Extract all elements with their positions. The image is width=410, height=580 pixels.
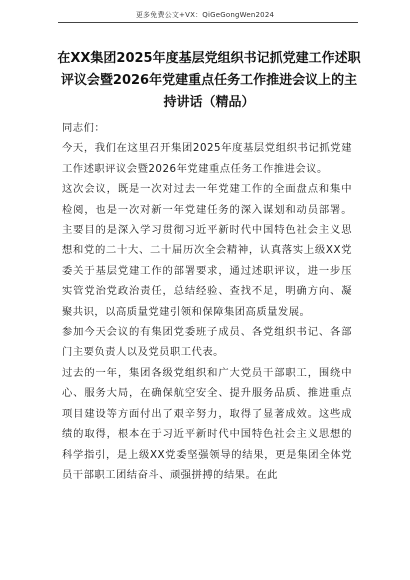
salutation: 同志们： [62,122,106,134]
paragraph-4: 过去的一年，集团各级党组织和广大党员干部职工，围绕中心、服务大局，在确保航空安全、提升服务品质、推进重点项目建设等方面付出了艰辛努力，取得了显著成效。这些成绩的取得，根本在于习近平新时代中国特色社会主义思想的科学指引，是上级XX党委坚强领导的结果，更是集团全体党员干部职工团结奋斗、顽强拼搏的结果。在此 [62,366,352,481]
header-divider [58,22,358,23]
document-body [62,118,352,485]
document-title: 在XX集团2025年度基层党组织书记抓党建工作述职评议会暨2026年党建重点任务工作推进会议上的主持讲话（精品） [57,51,361,110]
paragraph-2: 这次会议，既是一次对过去一年党建工作的全面盘点和集中检阅，也是一次对新一年党建任务的深入谋划和动员部署。主要目的是深入学习贯彻习近平新时代中国特色社会主义思想和党的二十大、二十届历次全会精神，认真落实上级XX党委关于基层党建工作的部署要求，通过述职评议，进一步压实管党治党政治责任，总结经验、查找不足，明确方向、凝聚共识，以高质量党建引领和保障集团高质量发展。 [62,183,352,318]
paragraph-1: 今天，我们在这里召开集团2025年度基层党组织书记抓党建工作述职评议会暨2026年党建重点任务工作推进会议。 [62,142,352,175]
header-note: 更多免费公文+VX：QiGeGongWen2024 [135,11,275,19]
paragraph-3: 参加今天会议的有集团党委班子成员、各党组织书记、各部门主要负责人以及党员职工代表。 [62,326,352,359]
